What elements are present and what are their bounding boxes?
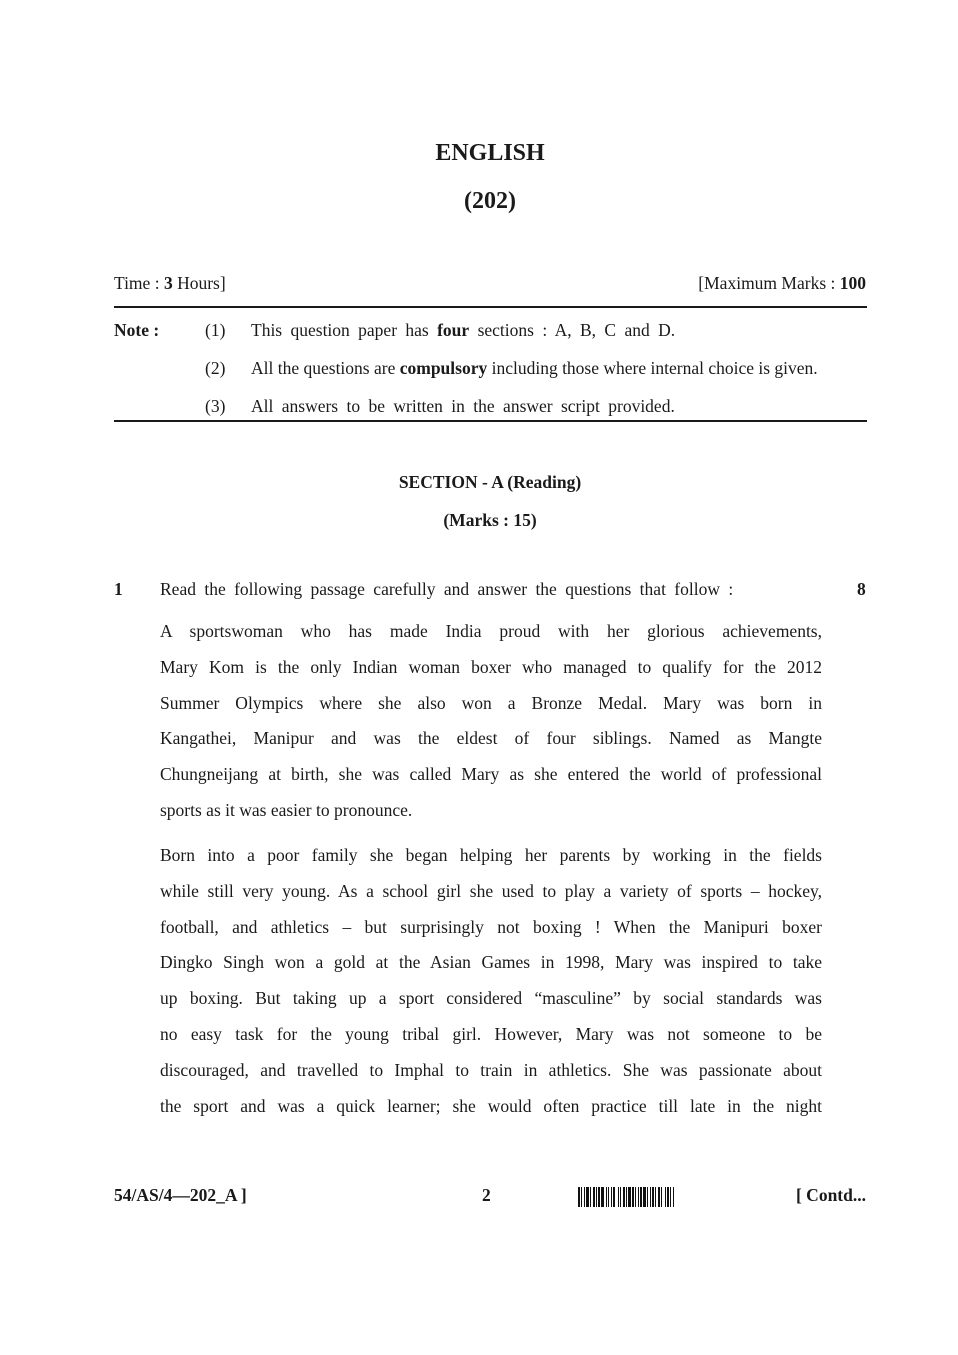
passage-line: Summer Olympics where she also won a Bronze Medal. Mary was born in (160, 692, 822, 713)
time-value: 3 (163, 273, 173, 293)
barcode-bar (674, 1187, 676, 1207)
passage-line: up boxing. But taking up a sport considered “masculine” by social standards was (160, 988, 822, 1009)
note-text: sections : A, B, C and D. (469, 320, 676, 340)
maximum-marks (698, 273, 866, 294)
time-label: Time : (114, 273, 164, 293)
note-number: (3) (205, 396, 226, 416)
note-text: including those where internal choice is given. (487, 358, 818, 378)
barcode-icon (578, 1187, 774, 1207)
max-marks-label: [Maximum Marks : (698, 273, 840, 293)
divider-top (114, 306, 867, 308)
passage-line: the sport and was a quick learner; she would often practice till late in the night (160, 1095, 822, 1116)
divider-bottom (114, 420, 867, 422)
max-marks-value: 100 (839, 273, 866, 293)
passage-line: Born into a poor family she began helping her parents by working in the fields (160, 845, 822, 865)
question-marks: 8 (857, 579, 866, 599)
passage-line: Kangathei, Manipur and was the eldest of four siblings. Named as Mangte (160, 728, 822, 749)
passage-line: A sportswoman who has made India proud with her glorious achievements, (160, 621, 822, 641)
note-label: Note : (114, 320, 160, 340)
note-item (251, 358, 818, 379)
passage-paragraph-1 (160, 614, 822, 829)
passage-line: Mary Kom is the only Indian woman boxer who managed to qualify for the 2012 (160, 656, 822, 677)
note-text: All the questions are (251, 358, 400, 378)
page-number: 2 (482, 1185, 491, 1205)
note-number: (2) (205, 358, 226, 378)
note-item (251, 396, 675, 417)
passage-line: Chungneijang at birth, she was called Mary as she entered the world of professional (160, 764, 822, 785)
note-emphasis: four (437, 320, 470, 340)
note-emphasis: compulsory (399, 358, 488, 378)
section-marks: (Marks : 15) (443, 510, 537, 530)
note-number: (1) (205, 320, 226, 340)
note-text: All answers to be written in the answer script provided. (251, 396, 675, 416)
continued-label: [ Contd... (795, 1185, 866, 1205)
passage-paragraph-2 (160, 838, 822, 1124)
time-unit: Hours] (172, 273, 226, 293)
note-item (251, 320, 675, 341)
question-number: 1 (114, 579, 123, 599)
time-allowed (114, 273, 226, 294)
note-text: This question paper has (251, 320, 438, 340)
passage-line: no easy task for the young tribal girl. However, Mary was not someone to be (160, 1023, 822, 1044)
passage-line: football, and athletics – but surprisingly not boxing ! When the Manipuri boxer (160, 916, 822, 937)
passage-line: discouraged, and travelled to Imphal to train in athletics. She was passionate about (160, 1059, 822, 1080)
passage-line: sports as it was easier to pronounce. (160, 799, 413, 820)
footer-paper-code: 54/AS/4—202_A ] (114, 1185, 247, 1205)
passage-line: while still very young. As a school girl she used to play a variety of sports – hockey, (160, 880, 822, 901)
paper-code: (202) (464, 188, 516, 214)
question-instruction: Read the following passage carefully and answer the questions that follow : (160, 579, 734, 599)
passage-line: Dingko Singh won a gold at the Asian Games in 1998, Mary was inspired to take (160, 952, 822, 973)
paper-subject: ENGLISH (435, 140, 545, 166)
section-title: SECTION - A (Reading) (398, 472, 582, 492)
